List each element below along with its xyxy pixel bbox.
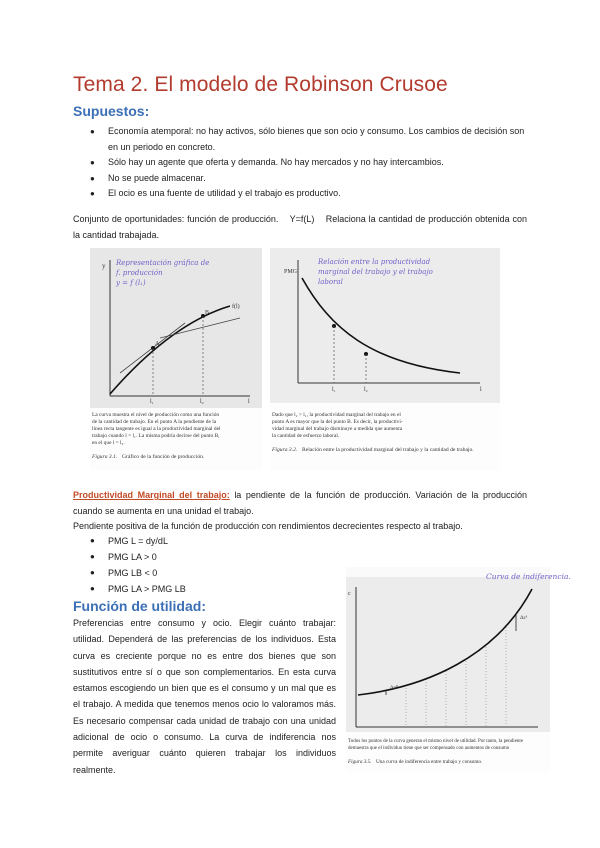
page-title: Tema 2. El modelo de Robinson Crusoe [73, 73, 448, 96]
list-item: ● No se puede almacenar. [90, 171, 530, 187]
conjunto-paragraph: Conjunto de oportunidades: función de producción. Y=f(L) Relaciona la cantidad de producción obtenida con la cantidad trabajada. [73, 214, 527, 240]
bullet-icon: ● [90, 127, 95, 136]
bullet-icon: ● [90, 536, 95, 545]
svg-text:Gráfico de la función de produ: Gráfico de la función de producción. [122, 454, 205, 460]
figure-marginal-productivity [270, 248, 500, 470]
bullet-icon: ● [90, 189, 95, 199]
bullet-icon: ● [90, 173, 95, 183]
list-item: ● PMG L = dy/dL [90, 533, 186, 549]
bullet-icon: ● [90, 552, 95, 561]
svg-text:f. producción: f. producción [116, 269, 163, 277]
figure-caption: Dado que l₂ > l₁, la productividad marginal del trabajo en el [272, 412, 401, 418]
svg-text:marginal del trabajo y el trab: marginal del trabajo y el trabajo [318, 268, 433, 276]
list-item: ● Economía atemporal: no hay activos, sólo bienes que son ocio y consumo. Los cambios de decisión son en un periodo en concreto. [90, 126, 525, 152]
bullet-icon: ● [90, 158, 95, 168]
svg-text:vidad marginal del trabajo dis: vidad marginal del trabajo disminuye a medida que aumenta [272, 426, 403, 432]
list-item: ● PMG LA > 0 [90, 549, 186, 565]
list-item: ● Sólo hay un agente que oferta y demanda. No hay mercados y no hay intercambios. [90, 155, 530, 171]
svg-text:Figura 3.5.: Figura 3.5. [348, 759, 372, 765]
axis-y-label: PMG [284, 269, 298, 275]
curve-label: f(l) [232, 304, 240, 310]
svg-text:l₂: l₂ [364, 387, 368, 393]
productividad-second: Pendiente positiva de la función de producción con rendimientos decrecientes respecto al trabajo. [73, 521, 463, 531]
handwritten-note: Representación gráfica de [116, 259, 210, 267]
svg-text:y = f (l₁): y = f (l₁) [116, 279, 146, 287]
figure-caption: La curva muestra el nivel de producción como una función [92, 412, 220, 418]
svg-text:punto A es mayor que la del pu: punto A es mayor que la del punto B. Es decir, la productivi- [272, 419, 403, 425]
axis-y-label: y [102, 262, 106, 270]
axis-y-label: c [348, 591, 351, 597]
productividad-paragraph: Productividad Marginal del trabajo: la pendiente de la función de producción. Variación de la producción cuando se aumenta en una unidad el trabajo. [73, 490, 527, 516]
svg-text:Figura 3.1.: Figura 3.1. [92, 454, 118, 460]
pmg-list [90, 533, 186, 597]
handwritten-note: Curva de indiferencia. [486, 572, 571, 581]
svg-text:Figura 3.2.: Figura 3.2. [272, 447, 298, 453]
bullet-icon: ● [90, 568, 95, 577]
list-item: ● El ocio es una fuente de utilidad y el trabajo es productivo. [90, 186, 530, 202]
svg-text:l₁: l₁ [332, 387, 336, 393]
handwritten-note: Relación entre la productividad [318, 258, 431, 266]
svg-text:l: l [480, 387, 482, 393]
list-item: ● PMG LA > PMG LB [90, 581, 186, 597]
svg-text:en el que l = l₂.: en el que l = l₂. [92, 440, 125, 446]
increment-label: Δc¹ [520, 615, 528, 621]
utilidad-paragraph: Preferencias entre consumo y ocio. Elegir cuánto trabajar: utilidad. Dependerá de las preferencias de los individuos. Esta curva es creciente porque no es entre dos bienes que son sustitutivos entre sí o que son complementarios. En esta curva estamos escogiendo un bien que es el consumo y un mal que es el trabajo. A medida que tenemos menos ocio lo valoramos más. Es necesario compensar cada unidad de trabajo con una unidad adicional de ocio o consumo. La curva de indiferencia nos permite averiguar cuánto quieren trabajar los individuos realmente. [73, 618, 336, 775]
svg-text:l₁: l₁ [150, 399, 154, 405]
supuestos-list [90, 124, 530, 202]
productividad-term: Productividad Marginal del trabajo: [73, 490, 230, 500]
svg-text:línea recta tangente es igual: línea recta tangente es igual a la productividad marginal del [92, 426, 221, 432]
figure-production-function [90, 248, 262, 470]
figure-caption: Todos los puntos de la curva generan el mismo nivel de utilidad. Por tanto, la pendiente [348, 739, 524, 744]
svg-text:Una curva de indiferencia entr: Una curva de indiferencia entre trabajo y consumo. [376, 759, 483, 765]
bullet-icon: ● [90, 584, 95, 593]
svg-text:demuestra que el individuo tie: demuestra que el individuo tiene que ser compensado con aumentos de consumo [348, 746, 510, 751]
svg-text:Relación entre la productivida: Relación entre la productividad marginal del trabajo y la cantidad de trabajo. [302, 447, 474, 453]
list-item: ● PMG LB < 0 [90, 565, 186, 581]
increment-label: Δc⁰ [390, 685, 399, 691]
svg-text:l₂: l₂ [200, 399, 204, 405]
svg-text:A: A [155, 341, 160, 347]
svg-text:l: l [248, 399, 250, 405]
figure-indifference-curve [346, 567, 571, 772]
svg-text:de la cantidad de trabajo. En: de la cantidad de trabajo. En el punto A la pendiente de la [92, 419, 217, 425]
svg-text:B: B [205, 310, 210, 316]
svg-text:la cantidad de esfuerzo labora: la cantidad de esfuerzo laboral. [272, 433, 340, 439]
utilidad-heading: Función de utilidad: [73, 598, 206, 614]
svg-text:trabajo cuando l = l₁. La mism: trabajo cuando l = l₁. La misma podría decirse del punto B, [92, 433, 220, 439]
supuestos-heading: Supuestos: [73, 103, 150, 119]
svg-text:laboral: laboral [318, 278, 343, 286]
